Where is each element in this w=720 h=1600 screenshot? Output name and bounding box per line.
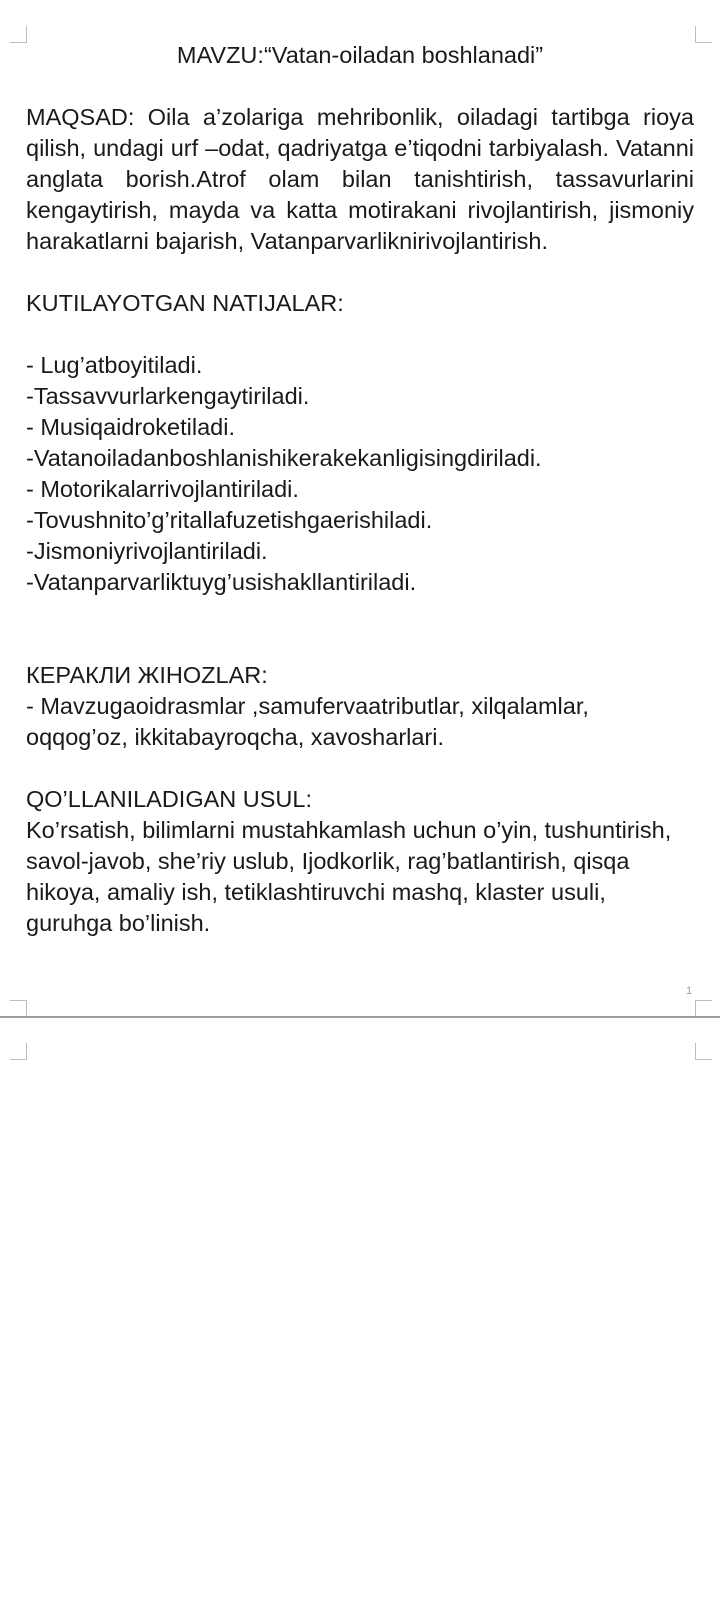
document-body[interactable]: [26, 40, 694, 939]
expected-results-heading: KUTILAYOTGAN NATIJALAR:: [26, 290, 344, 316]
document-page-2: [0, 1018, 720, 1600]
page-corner-mark: [10, 1000, 27, 1017]
list-item: -Vatanparvarliktuyg’usishakllantiriladi.: [26, 569, 417, 595]
page-corner-mark: [695, 26, 712, 43]
page-corner-mark: [695, 1043, 712, 1060]
goal-label: MAQSAD:: [26, 104, 135, 130]
goal-text: Oila a’zolariga mehribonlik, oiladagi tartibga rioya qilish, undagi urf –odat, qadriyatga e’tiqodni tarbiyalash. Vatanni anglata borish.Atrof olam bilan tanishtirish, tassavurlarini kengaytirish, mayda va katta motirakani rivojlantirish, jismoniy harakatlarni bajarish, Vatanparvarliknirivojlantirish.: [26, 104, 694, 254]
list-item: - Motorikalarrivojlantiriladi.: [26, 476, 299, 502]
topic-title: [26, 40, 694, 71]
methods-text: Ko’rsatish, bilimlarni mustahkamlash uchun o’yin, tushuntirish, savol-javob, she’riy uslub, Ijodkorlik, rag’batlantirish, qisqa hikoya, amaliy ish, tetiklashtiruvchi mashq, klaster usuli, guruhga bo’linish.: [26, 817, 672, 936]
list-item: -Jismoniyrivojlantiriladi.: [26, 538, 268, 564]
page-corner-mark: [10, 26, 27, 43]
page-corner-mark: [695, 1000, 712, 1017]
list-item: -Vatanoiladanboshlanishikerakekanligisingdiriladi.: [26, 445, 542, 471]
list-item: - Lug’atboyitiladi.: [26, 352, 203, 378]
equipment-heading: КЕРАКЛИ ЖIНОZLAR:: [26, 662, 268, 688]
page-separator: [0, 1016, 720, 1018]
topic-label: MAVZU:: [176, 42, 264, 68]
equipment-text: - Mavzugaoidrasmlar ,samufervaatributlar, xilqalamlar, oqqog’oz, ikkitabayroqcha, xavosharlari.: [26, 693, 589, 750]
list-item: -Tassavvurlarkengaytiriladi.: [26, 383, 310, 409]
topic-text: “Vatan-oiladan boshlanadi”: [263, 42, 544, 68]
expected-results-list: [26, 350, 694, 598]
page-number: 1: [686, 985, 693, 997]
list-item: -Tovushnito’g’ritallafuzetishgaerishiladi.: [26, 507, 433, 533]
goal-paragraph: [26, 102, 694, 257]
methods-heading: QO’LLANILADIGAN USUL:: [26, 786, 313, 812]
list-item: - Musiqaidroketiladi.: [26, 414, 235, 440]
page-corner-mark: [10, 1043, 27, 1060]
